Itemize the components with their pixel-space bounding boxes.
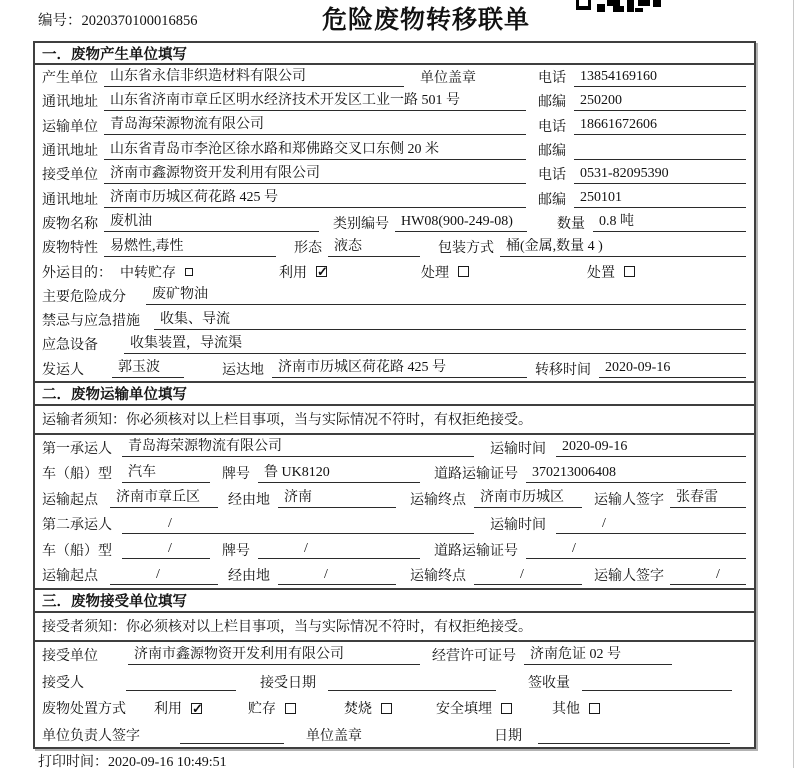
via-label: 经由地 xyxy=(228,492,270,508)
incinerate-checkbox[interactable] xyxy=(381,703,392,714)
emergency-measures-label: 禁忌与应急措施 xyxy=(42,314,140,330)
disposal-option-label: 其他 xyxy=(552,702,580,718)
waste-name-row xyxy=(35,211,754,235)
receiver-notice: 接受者须知：你必须核对以上栏目事项，当与实际情况不符时，有权拒绝接受。 xyxy=(35,613,754,642)
dispatch-row xyxy=(35,357,754,381)
transfer-time-field: 2020-09-16 xyxy=(599,359,746,378)
first-carrier-row xyxy=(35,435,754,461)
via-label: 经由地 xyxy=(228,569,270,585)
route-start-field: 济南市章丘区 xyxy=(110,489,218,508)
transport-time-field: / xyxy=(556,515,746,534)
zip-label: 邮编 xyxy=(538,95,566,111)
packing-field: 桶(金属,数量 4 ) xyxy=(500,238,746,257)
route-start-field: / xyxy=(110,566,218,585)
section3-header: 三．废物接受单位填写 xyxy=(35,588,754,613)
vehicle2-row xyxy=(35,537,754,563)
destination-label: 运达地 xyxy=(222,362,264,378)
dispose-checkbox[interactable] xyxy=(624,266,635,277)
serial-label: 编号： xyxy=(38,13,82,29)
receiver-address-field: 济南市历城区荷花路 425 号 xyxy=(104,189,526,208)
received-qty-label: 签收量 xyxy=(528,675,570,691)
zip-label: 邮编 xyxy=(538,144,566,160)
date-field xyxy=(538,725,730,744)
address-label: 通讯地址 xyxy=(42,192,98,208)
receiver-zip-field: 250101 xyxy=(574,189,746,208)
route-end-field: 济南市历城区 xyxy=(474,489,582,508)
plate-field: 鲁 UK8120 xyxy=(258,464,420,483)
license-label: 经营许可证号 xyxy=(432,649,516,665)
producer-label: 产生单位 xyxy=(42,71,98,87)
producer-zip-field: 250200 xyxy=(574,92,746,111)
serial-number xyxy=(38,9,198,30)
category-code-field: HW08(900-249-08) xyxy=(395,213,527,232)
utilize-checkbox[interactable] xyxy=(316,266,327,277)
print-time-value: 2020-09-16 10:49:51 xyxy=(108,755,227,770)
vehicle-type-label: 车（船）型 xyxy=(42,467,112,483)
hazard-component-label: 主要危险成分 xyxy=(42,289,126,305)
via-field: / xyxy=(278,566,396,585)
disposal-method-label: 废物处置方式 xyxy=(42,702,126,718)
zip-label: 邮编 xyxy=(538,192,566,208)
receiver-address-row xyxy=(35,186,754,210)
producer-row xyxy=(35,65,754,89)
route-start-label: 运输起点 xyxy=(42,492,98,508)
utilize-checkbox[interactable] xyxy=(191,703,202,714)
qr-code-fragment-icon xyxy=(576,0,662,12)
responsible-sign-field xyxy=(180,725,284,744)
category-code-label: 类别编号 xyxy=(333,216,389,232)
transfer-storage-checkbox[interactable] xyxy=(185,268,193,276)
emergency-equipment-field: 收集装置，导流渠 xyxy=(124,335,746,354)
section1-header: 一．废物产生单位填写 xyxy=(35,43,754,65)
date-label: 日期 xyxy=(494,728,522,744)
print-time xyxy=(38,751,227,771)
section2-header: 二．废物运输单位填写 xyxy=(35,381,754,406)
transporter-zip-field xyxy=(574,141,746,160)
transporter-address-field: 山东省青岛市李沧区徐水路和郑佛路交叉口东侧 20 米 xyxy=(104,141,526,160)
accept-unit-field: 济南市鑫源物资开发利用有限公司 xyxy=(128,646,420,665)
form-field: 液态 xyxy=(328,238,420,257)
second-carrier-label: 第二承运人 xyxy=(42,518,112,534)
dispatcher-field: 郭玉波 xyxy=(112,359,184,378)
purpose-option-label: 处置 xyxy=(587,265,615,281)
waste-traits-row xyxy=(35,235,754,259)
route1-row xyxy=(35,486,754,512)
license-field: 济南危证 02 号 xyxy=(524,646,672,665)
plate-label: 牌号 xyxy=(222,467,250,483)
disposal-option-label: 焚烧 xyxy=(344,702,372,718)
producer-phone-field: 13854169160 xyxy=(574,68,746,87)
receiver-row xyxy=(35,162,754,186)
purpose-option-label: 处理 xyxy=(421,265,449,281)
page-title: 危险废物转移联单 xyxy=(322,7,531,34)
transporter-sign-field: / xyxy=(670,566,746,585)
purpose-option-label: 中转贮存 xyxy=(120,265,176,281)
phone-label: 电话 xyxy=(538,119,566,135)
waste-traits-field: 易燃性,毒性 xyxy=(104,238,276,257)
dispatcher-label: 发运人 xyxy=(42,362,84,378)
emergency-equipment-label: 应急设备 xyxy=(42,338,98,354)
transport-time-label: 运输时间 xyxy=(490,441,546,457)
emergency-measures-row xyxy=(35,308,754,332)
receiver-value-field: 济南市鑫源物资开发利用有限公司 xyxy=(104,165,526,184)
accept-person-row xyxy=(35,668,754,695)
emergency-measures-field: 收集、导流 xyxy=(154,311,746,330)
destination-field: 济南市历城区荷花路 425 号 xyxy=(272,359,527,378)
form-label: 形态 xyxy=(294,241,322,257)
second-carrier-row xyxy=(35,511,754,537)
serial-value: 2020370100016856 xyxy=(81,13,198,29)
route2-row xyxy=(35,562,754,588)
transfer-form-table xyxy=(33,41,756,749)
transfer-time-label: 转移时间 xyxy=(535,362,591,378)
road-permit-field: 370213006408 xyxy=(526,464,746,483)
plate-field: / xyxy=(258,540,420,559)
accept-unit-label: 接受单位 xyxy=(42,649,98,665)
transporter-value-field: 青岛海荣源物流有限公司 xyxy=(104,116,526,135)
waste-name-label: 废物名称 xyxy=(42,216,98,232)
accept-date-field xyxy=(328,672,496,691)
waste-name-field: 废机油 xyxy=(104,213,319,232)
transporter-row xyxy=(35,114,754,138)
quantity-field: 0.8 吨 xyxy=(593,213,746,232)
disposal-option-label: 利用 xyxy=(154,702,182,718)
quantity-label: 数量 xyxy=(557,216,585,232)
first-carrier-label: 第一承运人 xyxy=(42,441,112,457)
route-end-label: 运输终点 xyxy=(410,492,466,508)
address-label: 通讯地址 xyxy=(42,95,98,111)
transporter-address-row xyxy=(35,138,754,162)
accept-date-label: 接受日期 xyxy=(260,675,316,691)
hazard-component-field: 废矿物油 xyxy=(146,286,746,305)
transporter-phone-field: 18661672606 xyxy=(574,116,746,135)
emergency-equipment-row xyxy=(35,332,754,356)
purpose-row xyxy=(35,259,754,283)
purpose-label: 外运目的： xyxy=(42,265,112,281)
received-qty-field xyxy=(582,672,732,691)
phone-label: 电话 xyxy=(538,168,566,184)
disposal-method-row xyxy=(35,695,754,722)
receiver-phone-field: 0531-82095390 xyxy=(574,165,746,184)
vehicle1-row xyxy=(35,460,754,486)
vehicle-type-label: 车（船）型 xyxy=(42,543,112,559)
transporter-sign-label: 运输人签字 xyxy=(594,569,664,585)
transporter-label: 运输单位 xyxy=(42,119,98,135)
packing-label: 包装方式 xyxy=(438,241,494,257)
first-carrier-field: 青岛海荣源物流有限公司 xyxy=(122,438,474,457)
accept-unit-row xyxy=(35,642,754,669)
responsible-sign-label: 单位负责人签字 xyxy=(42,728,140,744)
accept-person-field xyxy=(126,672,236,691)
route-start-label: 运输起点 xyxy=(42,569,98,585)
waste-traits-label: 废物特性 xyxy=(42,241,98,257)
treat-checkbox[interactable] xyxy=(458,266,469,277)
producer-address-row xyxy=(35,89,754,113)
disposal-option-label: 贮存 xyxy=(248,702,276,718)
plate-label: 牌号 xyxy=(222,543,250,559)
accept-person-label: 接受人 xyxy=(42,675,84,691)
receiver-label: 接受单位 xyxy=(42,168,98,184)
print-time-label: 打印时间： xyxy=(38,755,108,770)
storage-checkbox[interactable] xyxy=(285,703,296,714)
unit-seal-label: 单位盖章 xyxy=(420,71,476,87)
second-carrier-field: / xyxy=(122,515,474,534)
landfill-checkbox[interactable] xyxy=(501,703,512,714)
responsible-sign-row xyxy=(35,721,754,748)
hazard-component-row xyxy=(35,284,754,308)
transport-time-label: 运输时间 xyxy=(490,518,546,534)
road-permit-label: 道路运输证号 xyxy=(434,467,518,483)
producer-address-field: 山东省济南市章丘区明水经济技术开发区工业一路 501 号 xyxy=(104,92,526,111)
road-permit-field: / xyxy=(526,540,746,559)
unit-seal-label: 单位盖章 xyxy=(306,728,362,744)
phone-label: 电话 xyxy=(538,71,566,87)
route-end-label: 运输终点 xyxy=(410,569,466,585)
transporter-notice: 运输者须知：你必须核对以上栏目事项，当与实际情况不符时，有权拒绝接受。 xyxy=(35,406,754,435)
scan-page-edge xyxy=(793,0,794,768)
purpose-option-label: 利用 xyxy=(279,265,307,281)
via-field: 济南 xyxy=(278,489,396,508)
producer-value-field: 山东省永信非织造材料有限公司 xyxy=(104,68,404,87)
vehicle-type-field: / xyxy=(122,540,210,559)
transport-time-field: 2020-09-16 xyxy=(556,438,746,457)
address-label: 通讯地址 xyxy=(42,144,98,160)
transporter-sign-label: 运输人签字 xyxy=(594,492,664,508)
other-checkbox[interactable] xyxy=(589,703,600,714)
transporter-sign-field: 张春雷 xyxy=(670,489,746,508)
road-permit-label: 道路运输证号 xyxy=(434,543,518,559)
route-end-field: / xyxy=(474,566,582,585)
disposal-option-label: 安全填埋 xyxy=(436,702,492,718)
vehicle-type-field: 汽车 xyxy=(122,464,210,483)
